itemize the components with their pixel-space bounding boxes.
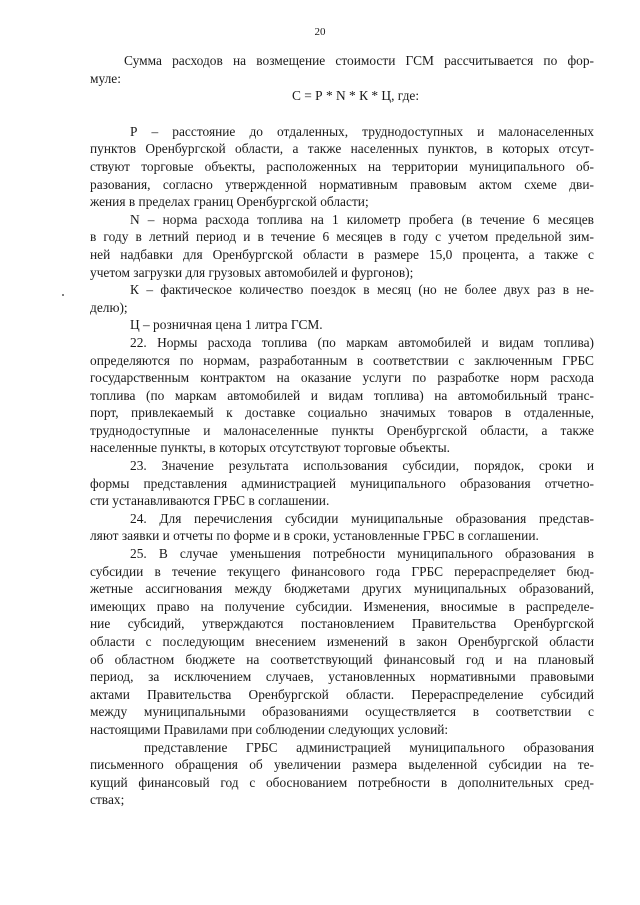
text-line: представление ГРБС администрацией муниципального образования [144, 739, 594, 755]
text-line: Ц – розничная цена 1 литра ГСМ. [130, 317, 323, 333]
text-line: период, за исключением случаев, установленных нормативными правовыми [90, 669, 594, 685]
text-line: об областном бюджете на соответствующий финансовый год и на плановый [90, 651, 594, 667]
text-line: разования, согласно утвержденной нормативным правовым актом схеме дви- [90, 176, 594, 192]
text-line: ние субсидий, утверждаются постановлением Правительства Оренбургской [90, 616, 594, 632]
text-line: формы представления администрацией муниципального образования отчетно- [90, 475, 594, 491]
condition-1 [90, 739, 594, 809]
text-line: Сумма расходов на возмещение стоимости ГСМ рассчитывается по фор- [124, 53, 594, 68]
text-line: кущий финансовый год с обоснованием потребности в дополнительных сред- [90, 774, 594, 790]
text-line: имеющих право на получение субсидии. Изменения, вносимые в распределе- [90, 598, 594, 614]
text-line: К – фактическое количество поездок в месяц (но не более двух раз в не- [130, 282, 594, 298]
text-line: жетные ассигнования между бюджетами других муниципальных образований, [90, 581, 594, 597]
text-line: N – норма расхода топлива на 1 километр пробега (в течение 6 месяцев [130, 211, 594, 227]
text-line: 24. Для перечисления субсидии муниципальные образования представ- [130, 510, 594, 526]
definition-k [90, 281, 594, 316]
text-line: топлива (по маркам автомобилей и видам топлива) на автомобильный транс- [90, 387, 594, 403]
text-line: в году в летний период и в течение 6 месяцев в году с учетом предельной зим- [90, 229, 594, 245]
paragraph-23 [90, 457, 594, 510]
document-body [90, 52, 594, 809]
text-line: населенные пункты, в которых отсутствуют торговые объекты. [90, 440, 450, 456]
text-line: муле: [90, 70, 121, 86]
text-line: ствуют торговые объекты, расположенных на территории муниципального об- [90, 158, 594, 174]
definition-n [90, 211, 594, 281]
definition-p [90, 123, 594, 211]
text-line: учетом загрузки для грузовых автомобилей и фургонов); [90, 264, 414, 280]
text-line: актами Правительства Оренбургской области. Перераспределение субсидий [90, 686, 594, 702]
text-line: ляют заявки и отчеты по форме и в сроки, установленные ГРБС в соглашении. [90, 528, 539, 544]
intro-paragraph [90, 52, 594, 87]
text-line: области с последующим внесением изменений в закон Оренбургской области [90, 634, 594, 649]
text-line: 25. В случае уменьшения потребности муниципального образования в [130, 546, 594, 562]
text-line: между муниципальными образованиями осуществляется в соответствии с [90, 704, 594, 720]
text-line: настоящими Правилами при соблюдении следующих условий: [90, 721, 449, 737]
text-line: Р – расстояние до отдаленных, труднодоступных и малонаселенных [130, 123, 594, 139]
cost-formula: С = Р * N * К * Ц, где: [292, 88, 420, 104]
text-line: пунктов Оренбургской области, а также населенных пунктов, в которых отсут- [90, 141, 594, 157]
text-line: порт, привлекаемый к доставке социально значимых товаров в отдаленные, [90, 405, 594, 421]
text-line: письменного обращения об увеличении размера выделенной субсидии на те- [90, 757, 594, 773]
text-line: сти устанавливаются ГРБС в соглашении. [90, 493, 330, 509]
text-line: ствах; [90, 792, 125, 808]
page-number: 20 [314, 26, 326, 38]
text-line: труднодоступные и малонаселенные пункты Оренбургской области, а также [90, 422, 594, 438]
paragraph-24 [90, 510, 594, 545]
paragraph-25 [90, 545, 594, 739]
scan-speck [62, 294, 64, 296]
text-line: 22. Нормы расхода топлива (по маркам автомобилей и видам топлива) [130, 334, 594, 350]
text-line: определяются по нормам, разработанным в соответствии с заключенным ГРБС [90, 352, 594, 368]
text-line: субсидии в течение текущего финансового года ГРБС перераспределяет бюд- [90, 563, 594, 579]
definition-c [90, 316, 594, 334]
text-line: государственным контрактом на оказание услуги по разработке норм расхода [90, 370, 594, 386]
text-line: жения в пределах границ Оренбургской области; [90, 194, 369, 210]
text-line: 23. Значение результата использования субсидии, порядок, сроки и [130, 458, 594, 474]
text-line: ней надбавки для Оренбургской области в размере 15,0 процента, а также с [90, 246, 594, 262]
paragraph-22 [90, 334, 594, 457]
text-line: делю); [90, 299, 128, 315]
